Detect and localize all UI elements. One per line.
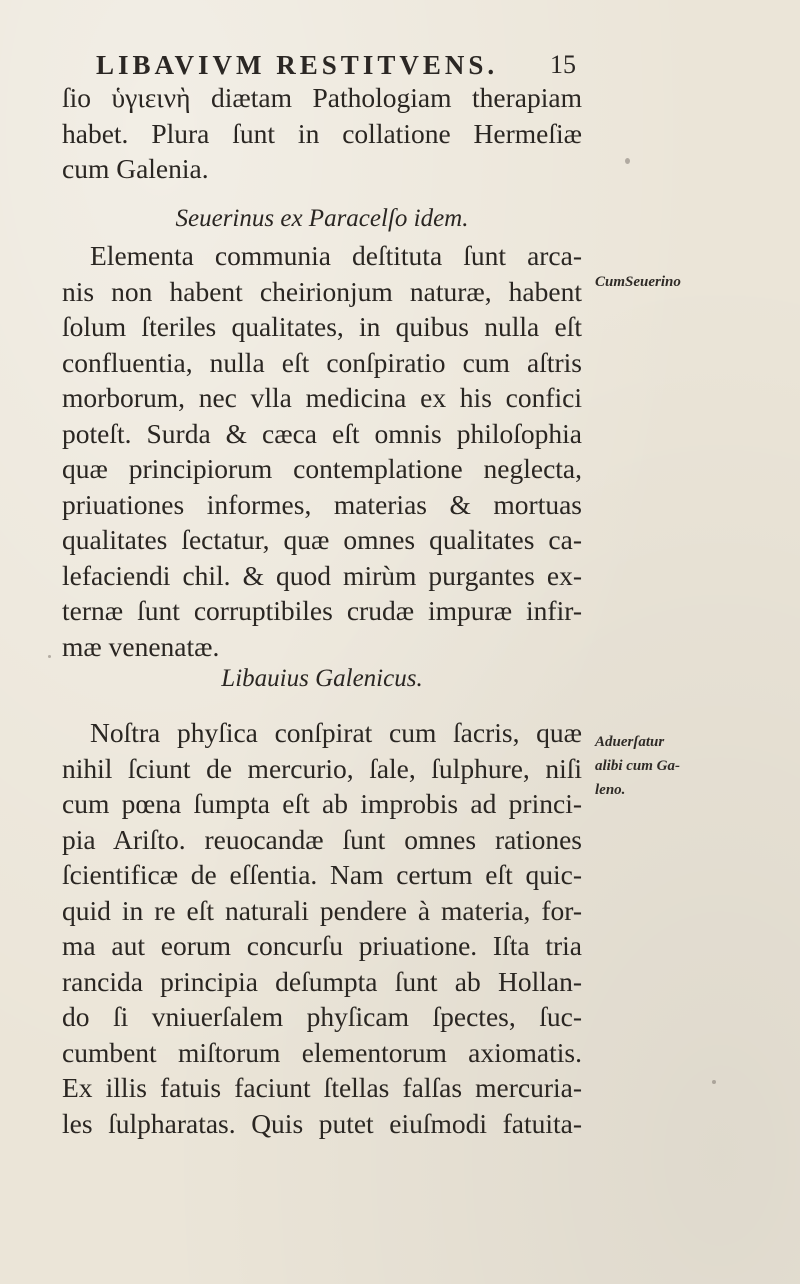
passage-intro — [62, 80, 582, 187]
text-line: ſcientificæ de eſſentia. Nam certum eſt quic- — [62, 859, 582, 890]
paper-speck — [712, 1080, 716, 1084]
section-heading-seuerinus: Seuerinus ex Paracelſo idem. — [175, 205, 469, 232]
text-line: rancida principia deſumpta ſunt ab Hollan- — [62, 965, 582, 997]
passage-libauius — [62, 715, 582, 1141]
text-line: Noſtra phyſica conſpirat cum ſacris, quæ — [90, 717, 582, 748]
text-line: do ſi vniuerſalem phyſicam ſpectes, ſuc- — [62, 1001, 582, 1032]
text-line: mæ venenatæ. — [62, 630, 220, 662]
margin-note-aduersatur — [595, 730, 745, 802]
text-line: quid in re eſt naturali pendere à materia, for- — [62, 894, 582, 926]
text-line: ternæ ſunt corruptibiles crudæ impuræ infir- — [62, 595, 582, 626]
text-line: ma aut eorum concurſu priuatione. Iſta tria — [62, 930, 582, 961]
margin-note-line: leno. — [595, 782, 626, 798]
text-line: nis non habent cheirionjum naturæ, habent — [62, 275, 582, 307]
margin-note-line: alibi cum Ga- — [595, 758, 680, 774]
text-line: Ex illis fatuis faciunt ſtellas falſas mercuria- — [62, 1072, 582, 1103]
running-title: LIBAVIVM RESTITVENS. — [96, 50, 499, 80]
passage-seuerinus — [62, 238, 582, 664]
text-line: morborum, nec vlla medicina ex his confici — [62, 382, 582, 413]
text-line: ſolum ſteriles qualitates, in quibus nulla eſt — [62, 311, 582, 342]
margin-note-line: Aduerſatur — [595, 734, 665, 750]
margin-note-cum-seuerino — [595, 270, 745, 294]
text-line: pia Ariſto. reuocandæ ſunt omnes rationes — [62, 823, 582, 855]
text-line: ſio ὑγιεινὴ diætam Pathologiam therapiam — [62, 82, 582, 113]
section-heading-libauius: Libauius Galenicus. — [221, 665, 423, 692]
text-line: nihil ſciunt de mercurio, ſale, ſulphure, niſi — [62, 752, 582, 784]
paper-speck — [48, 655, 51, 658]
text-line: quæ principiorum contemplatione neglecta, — [62, 453, 582, 484]
text-line: lefaciendi chil. & quod mirùm purgantes ex- — [62, 559, 582, 591]
text-line: cum pœna ſumpta eſt ab improbis ad princi- — [62, 788, 582, 819]
text-line: confluentia, nulla eſt conſpiratio cum aſtris — [62, 346, 582, 378]
page-number: 15 — [550, 50, 576, 79]
paper-speck — [625, 158, 630, 164]
text-line: cumbent miſtorum elementorum axiomatis. — [62, 1036, 582, 1068]
text-line: Elementa communia deſtituta ſunt arca- — [90, 240, 582, 271]
margin-note-line: CumSeuerino — [595, 274, 681, 290]
running-head — [96, 50, 576, 84]
text-line: les ſulpharatas. Quis putet eiuſmodi fatuita- — [62, 1107, 582, 1139]
text-line: habet. Plura ſunt in collatione Hermeſiæ — [62, 117, 582, 149]
text-line: priuationes informes, materias & mortuas — [62, 488, 582, 520]
text-line: qualitates ſectatur, quæ omnes qualitates ca- — [62, 524, 582, 555]
text-line: cum Galenia. — [62, 153, 209, 184]
text-line: poteſt. Surda & cæca eſt omnis philoſophia — [62, 417, 582, 449]
